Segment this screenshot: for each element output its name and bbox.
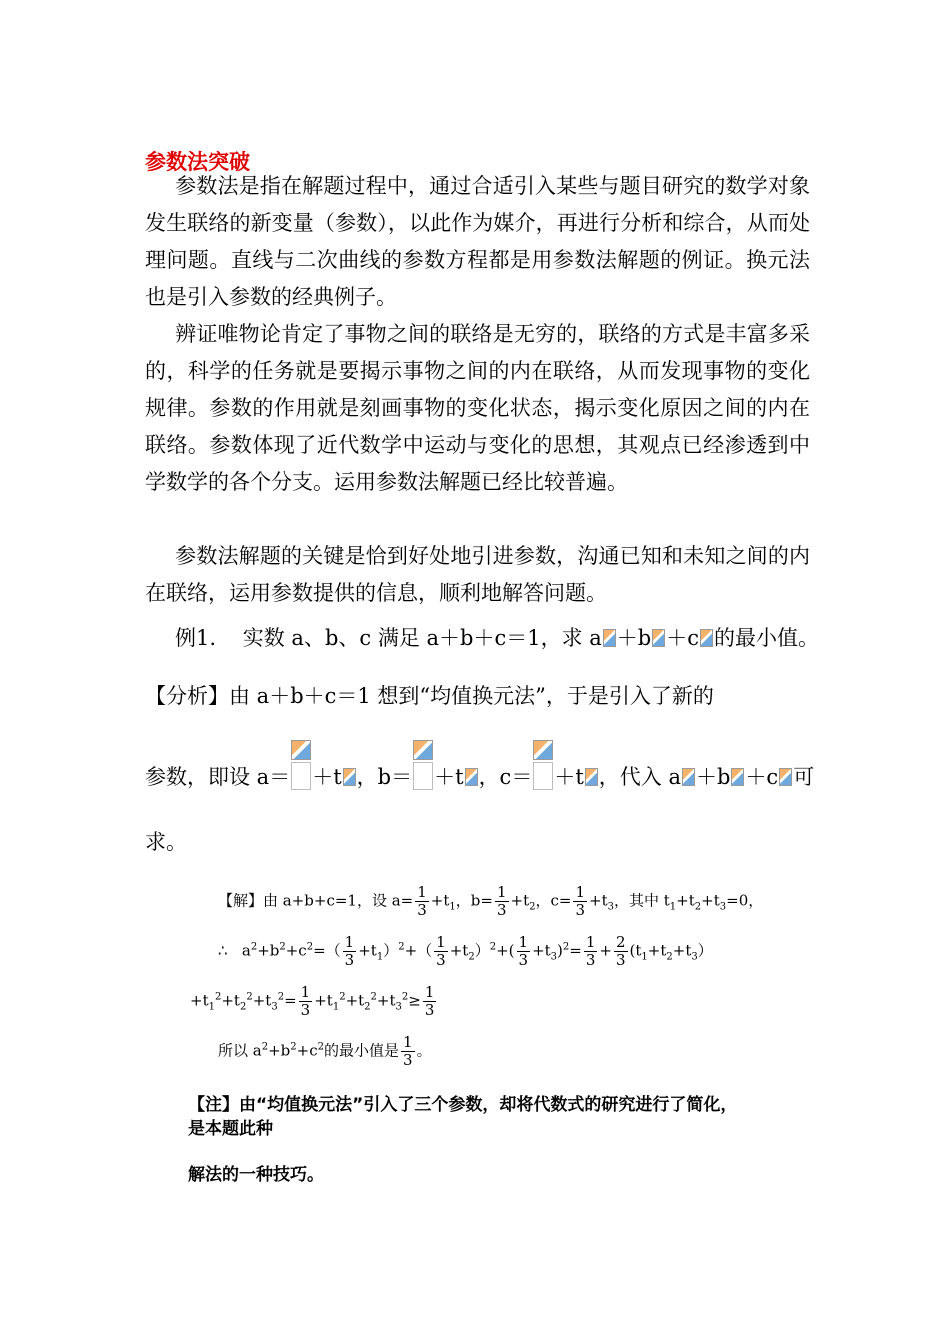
analysis-text: ＋c [745, 765, 779, 789]
analysis-line-2 [145, 740, 814, 800]
solution-line-4: 所以 $a^2+b^2+c^2$的最小值是 $\frac{1}{3}$ 。 [218, 1033, 432, 1069]
formula-image-placeholder-icon [413, 740, 433, 790]
analysis-text: ，b＝ [356, 765, 413, 789]
analysis-text: ＋t [434, 765, 464, 789]
formula-image-placeholder-icon [682, 768, 695, 786]
paragraph-3 [145, 538, 810, 612]
analysis-text: ＋b [695, 765, 731, 789]
solution-line-2: ∴ $a^2+b^2+c^2=$（ $\frac{1}{3}$ $+t_1)^2+$（ $\frac{1}{3}$ $+t_2)^2+$( $\frac{1}{3}$ $+t_3)^2=$ $\frac{1}{3}$ + $\frac{2}{3}$ $(t_1+t_2+t_3)$ [218, 933, 713, 969]
analysis-text: ＋t [312, 765, 342, 789]
formula-image-placeholder-icon [603, 629, 616, 647]
solution-line-3: $+t_1^2+t_2^2+t_3^2=$ $\frac{1}{3}$ $+t_1^2+t_2^2+t_3^2\ge$ $\frac{1}{3}$ [190, 983, 435, 1019]
fraction: $\frac{1}{3}$ [424, 983, 435, 1019]
fraction: $\frac{1}{3}$ [575, 883, 586, 919]
formula-image-placeholder-icon [343, 768, 356, 786]
fraction: $\frac{1}{3}$ [585, 933, 596, 969]
fraction: $\frac{1}{3}$ [300, 983, 311, 1019]
formula-image-placeholder-icon [465, 768, 478, 786]
analysis-text: 可 [793, 765, 815, 789]
paragraph-3-text: 参数法解题的关键是恰到好处地引进参数，沟通已知和未知之间的内在联络，运用参数提供的信息，顺利地解答问题。 [145, 544, 810, 605]
example-text-d: 的最小值。 [714, 626, 819, 650]
example-1 [175, 622, 819, 652]
paragraph-1 [145, 168, 810, 316]
paragraph-2-text: 辨证唯物论肯定了事物之间的联络是无穷的，联络的方式是丰富多采的，科学的任务就是要揭示事物之间的内在联络，从而发现事物的变化规律。参数的作用就是刻画事物的变化状态，揭示变化原因之间的内在联络。参数体现了近代数学中运动与变化的思想，其观点已经渗透到中学数学的各个分支。运用参数法解题已经比较普遍。 [145, 322, 810, 494]
analysis-text: ＋t [554, 765, 584, 789]
note-line-3: 解法的一种技巧。 [188, 1165, 324, 1185]
example-text-c: ＋c [666, 626, 699, 650]
fraction: $\frac{1}{3}$ [496, 883, 507, 919]
fraction: $\frac{1}{3}$ [436, 933, 446, 969]
fraction: $\frac{1}{3}$ [344, 933, 355, 969]
formula-image-placeholder-icon [652, 629, 665, 647]
note-line-1: 【注】由“均值换元法”引入了三个参数，却将代数式的研究进行了简化， [188, 1095, 738, 1115]
formula-image-placeholder-icon [533, 740, 553, 790]
example-text-b: ＋b [616, 626, 652, 650]
example-text-a: 实数 a、b、c 满足 a＋b＋c＝1，求 a [242, 626, 602, 650]
formula-image-placeholder-icon [291, 740, 311, 790]
analysis-text: 参数，即设 a＝ [145, 765, 291, 789]
formula-image-placeholder-icon [731, 768, 744, 786]
analysis-line-3: 求。 [145, 830, 187, 854]
paragraph-1-text: 参数法是指在解题过程中，通过合适引入某些与题目研究的数学对象发生联络的新变量（参数），以此作为媒介，再进行分析和综合，从而处理问题。直线与二次曲线的参数方程都是用参数法解题的例证。换元法也是引入参数的经典例子。 [145, 174, 810, 309]
analysis-text: ，c＝ [478, 765, 533, 789]
formula-image-placeholder-icon [779, 768, 792, 786]
fraction: $\frac{1}{3}$ [518, 933, 529, 969]
solution-line-1: 【解】由 a+b+c=1，设 a= $\frac{1}{3}$ $+t_1$，b= $\frac{1}{3}$ $+t_2$，c= $\frac{1}{3}$ $+t_3$，其中 $t_1+t_2+t_3=0$， [218, 883, 764, 919]
formula-image-placeholder-icon [700, 629, 713, 647]
analysis-line-1: 【分析】由 a＋b＋c＝1 想到“均值换元法”，于是引入了新的 [145, 684, 714, 708]
fraction: $\frac{2}{3}$ [615, 933, 626, 969]
document-title: 参数法突破 [145, 150, 250, 174]
solution-text: 【解】由 a+b+c=1，设 a= [218, 891, 414, 910]
formula-image-placeholder-icon [585, 768, 598, 786]
example-label: 例1. [175, 626, 217, 650]
fraction: $\frac{1}{3}$ [403, 1033, 413, 1069]
note-line-2: 是本题此种 [188, 1119, 273, 1139]
analysis-text: ，代入 a [598, 765, 681, 789]
paragraph-2 [145, 316, 810, 501]
fraction: $\frac{1}{3}$ [417, 883, 427, 919]
